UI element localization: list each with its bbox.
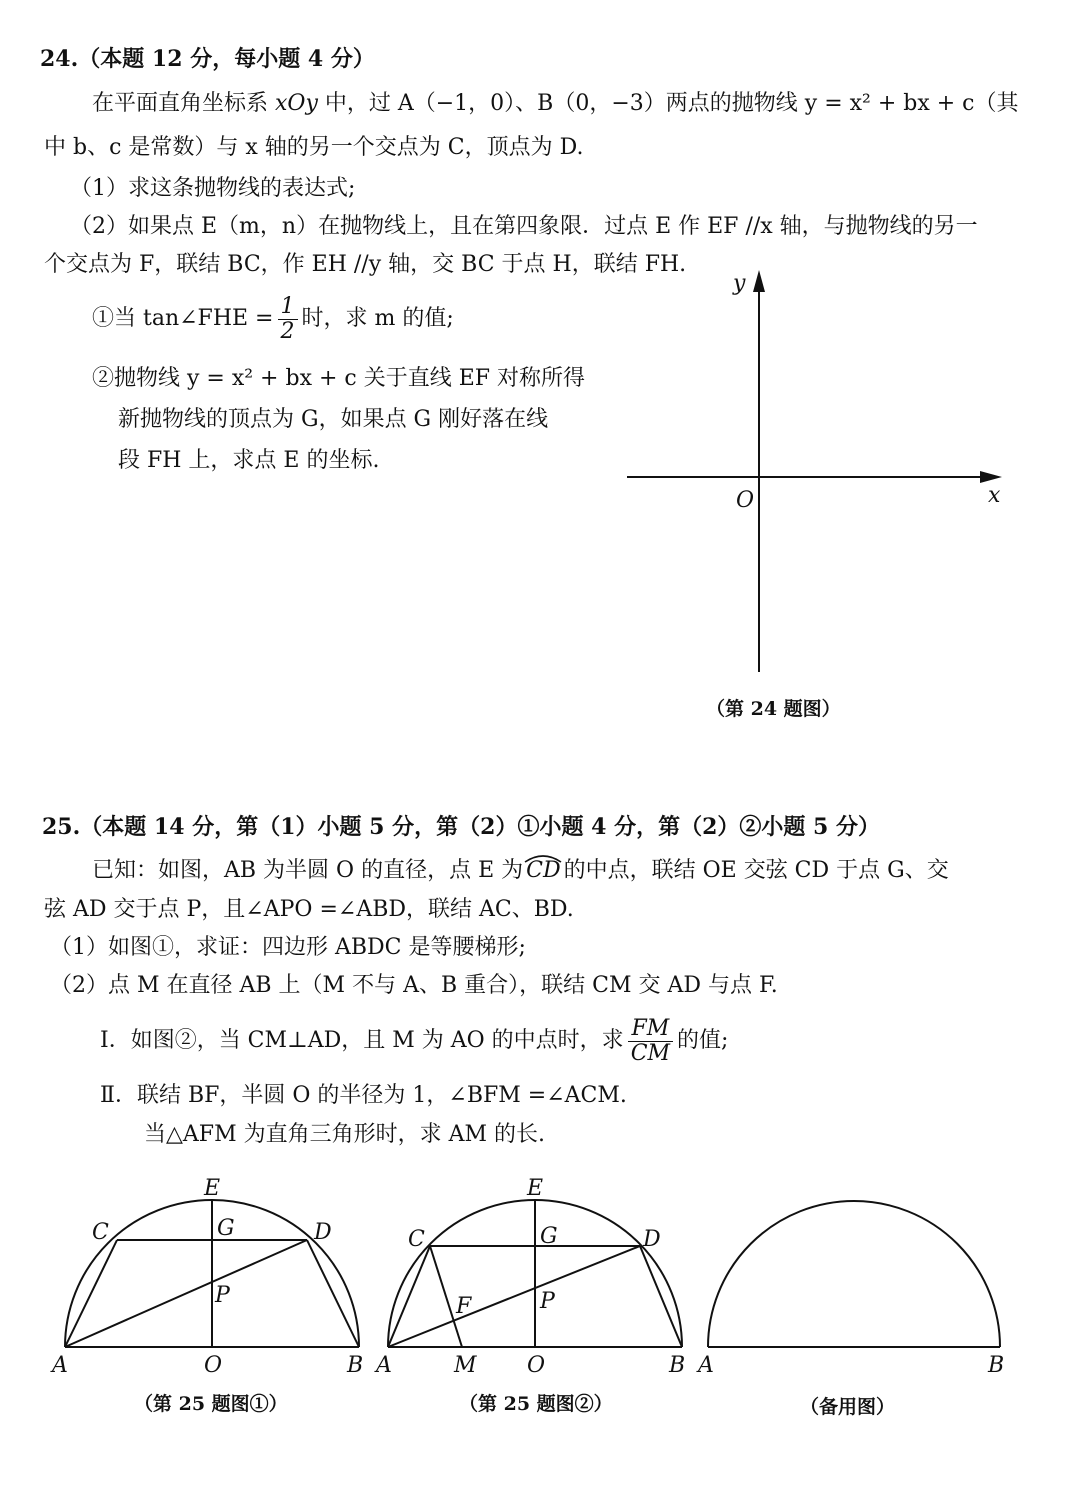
q25-item2-line1: Ⅱ．联结 BF，半圆 O 的半径为 1，∠BFM =∠ACM. bbox=[100, 1083, 627, 1108]
q25-stem-line2: 弦 AD 交于点 P，且∠APO =∠ABD，联结 AC、BD. bbox=[44, 897, 574, 922]
q25-item1-numerator: FM bbox=[628, 1017, 673, 1042]
q25-item1-a: Ⅰ．如图②，当 CM⊥AD，且 M 为 AO 的中点时，求 bbox=[100, 1028, 624, 1053]
origin-label: O bbox=[736, 488, 755, 513]
q25-figure-1-caption: （第 25 题图①） bbox=[134, 1393, 288, 1415]
q24-sub1-numerator: 1 bbox=[278, 295, 298, 320]
q24-sub2-line1: ②抛物线 y = x² + bx + c 关于直线 EF 对称所得 bbox=[92, 366, 586, 391]
label-a-1: A bbox=[52, 1353, 68, 1378]
label-o-1: O bbox=[204, 1353, 223, 1378]
label-a-spare: A bbox=[698, 1353, 714, 1378]
semicircle-spare bbox=[708, 1201, 1000, 1347]
q25-stem-line1-a: 已知：如图，AB 为半圆 O 的直径，点 E 为 bbox=[92, 858, 524, 883]
q24-header: 24.（本题 12 分，每小题 4 分） bbox=[40, 46, 375, 72]
q25-figure-2-caption: （第 25 题图②） bbox=[459, 1393, 613, 1415]
q25-spare-figure-caption: （备用图） bbox=[800, 1396, 896, 1418]
label-a-2: A bbox=[376, 1353, 392, 1378]
q24-part2-line2: 个交点为 F，联结 BC，作 EH //y 轴，交 BC 于点 H，联结 FH. bbox=[44, 252, 687, 277]
q24-sub1-a: ①当 tan∠FHE = bbox=[92, 306, 274, 331]
label-b-spare: B bbox=[988, 1353, 1005, 1378]
label-d-2: D bbox=[643, 1227, 661, 1252]
label-g-1: G bbox=[217, 1216, 235, 1241]
label-c-2: C bbox=[408, 1227, 425, 1252]
q25-item1-denominator: CM bbox=[630, 1040, 671, 1066]
label-b-2: B bbox=[669, 1353, 686, 1378]
q24-sub2-line3: 段 FH 上，求点 E 的坐标. bbox=[118, 448, 380, 473]
q24-part2-line1: （2）如果点 E（m，n）在抛物线上，且在第四象限．过点 E 作 EF //x 轴，与抛物线的另一 bbox=[70, 214, 978, 239]
label-p-2: P bbox=[540, 1289, 555, 1314]
q24-stem-line1-a: 在平面直角坐标系 bbox=[92, 91, 275, 116]
x-axis-label: x bbox=[988, 483, 1001, 508]
q24-sub2-line2: 新抛物线的顶点为 G，如果点 G 刚好落在线 bbox=[118, 407, 549, 432]
label-b-1: B bbox=[347, 1353, 364, 1378]
q25-item1-b: 的值; bbox=[677, 1028, 729, 1053]
q24-stem-line2: 中 b、c 是常数）与 x 轴的另一个交点为 C，顶点为 D. bbox=[44, 135, 584, 160]
q24-part1: （1）求这条抛物线的表达式; bbox=[70, 176, 356, 201]
q24-figure-caption: （第 24 题图） bbox=[706, 698, 841, 720]
q24-sub1-denominator: 2 bbox=[280, 318, 295, 344]
q25-item2-line2: 当△AFM 为直角三角形时，求 AM 的长. bbox=[144, 1122, 545, 1147]
label-d-1: D bbox=[314, 1220, 332, 1245]
label-e-2: E bbox=[527, 1176, 544, 1201]
label-c-1: C bbox=[92, 1220, 109, 1245]
q25-part1: （1）如图①，求证：四边形 ABDC 是等腰梯形; bbox=[50, 935, 526, 960]
q25-arc-cd-text: CD bbox=[526, 858, 561, 883]
q25-stem-line1-b: 的中点，联结 OE 交弦 CD 于点 G、交 bbox=[563, 858, 949, 883]
label-p-1: P bbox=[215, 1283, 230, 1308]
label-g-2: G bbox=[540, 1224, 558, 1249]
label-m-2: M bbox=[454, 1353, 477, 1378]
y-axis-label: y bbox=[733, 271, 746, 296]
q24-stem-line1-b: xOy bbox=[275, 91, 318, 116]
label-o-2: O bbox=[527, 1353, 546, 1378]
label-e-1: E bbox=[204, 1176, 221, 1201]
q24-sub1-b: 时，求 m 的值; bbox=[301, 306, 454, 331]
q25-header: 25.（本题 14 分，第（1）小题 5 分，第（2）①小题 4 分，第（2）②小题 5 分） bbox=[42, 814, 881, 840]
q24-stem-line1-c: 中，过 A（−1，0）、B（0，−3）两点的抛物线 y = x² + bx + c（其 bbox=[317, 91, 1019, 116]
label-f-2: F bbox=[456, 1294, 472, 1319]
q25-part2: （2）点 M 在直径 AB 上（M 不与 A、B 重合），联结 CM 交 AD 与点 F. bbox=[50, 973, 778, 998]
